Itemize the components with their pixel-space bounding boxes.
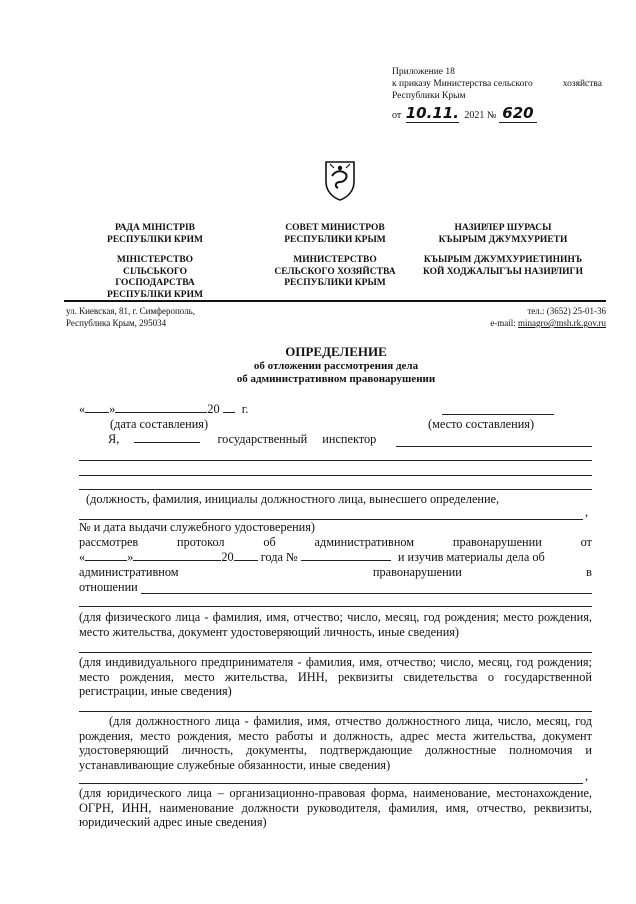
- reviewed-line: рассмотрев протокол об административном правонарушении от: [79, 535, 592, 549]
- physical-person-caption: (для физического лица - фамилия, имя, отчество; число, месяц, год рождения; место рождения, место жительства, документ удостоверяющий личность, иные сведения): [79, 610, 592, 639]
- protocol-year-field[interactable]: [234, 560, 258, 561]
- place-field[interactable]: [442, 414, 554, 415]
- document-title: ОПРЕДЕЛЕНИЕ об отложении рассмотрения дела об административном правонарушении: [236, 344, 436, 385]
- appendix-republic: Республики Крым: [392, 91, 466, 101]
- header-contacts: тел.: (3652) 25-01-36 e-mail: minagro@msh.rk.gov.ru: [490, 306, 606, 328]
- header-divider: [64, 300, 606, 302]
- entrepreneur-caption: (для индивидуального предпринимателя - фамилия, имя, отчество; число, месяц, год рождения; место рождения, место жительства, ИНН, реквизиты свидетельства о государственной регистрации, иные сведения): [79, 655, 592, 698]
- inspector-name-field[interactable]: [134, 442, 200, 443]
- blank-line-3[interactable]: [79, 489, 592, 490]
- order-date-handwritten: 10.11.: [405, 104, 459, 122]
- blank-line-2[interactable]: [79, 475, 592, 476]
- header-left-column: РАДА МІНІСТРІВ РЕСПУБЛІКИ КРИМ МІНІСТЕРСТВО СІЛЬСЬКОГО ГОСПОДАРСТВА РЕСПУБЛІКИ КРИМ: [107, 223, 203, 300]
- date-day-field[interactable]: [85, 412, 109, 413]
- regarding-field-2[interactable]: [79, 606, 592, 607]
- email-link[interactable]: minagro@msh.rk.gov.ru: [518, 318, 606, 328]
- order-number-handwritten: 620: [499, 104, 537, 123]
- date-line: « » 20 г.: [79, 402, 249, 416]
- blank-line-1[interactable]: [79, 460, 592, 461]
- protocol-date-line: « » 20 года № и изучив материалы дела об: [79, 550, 545, 564]
- position-caption: (должность, фамилия, инициалы должностного лица, вынесшего определение,: [86, 492, 500, 506]
- header-center-column: СОВЕТ МИНИСТРОВ РЕСПУБЛИКИ КРЫМ МИНИСТЕРСТВО СЕЛЬСКОГО ХОЗЯЙСТВА РЕСПУБЛИКИ КРЫМ: [274, 223, 396, 288]
- protocol-month-field[interactable]: [133, 560, 221, 561]
- protocol-day-field[interactable]: [85, 560, 127, 561]
- order-date-line: от 10.11. 2021 № 620: [392, 104, 537, 123]
- regarding-field[interactable]: [141, 593, 592, 594]
- header-right-column: НАЗИРЛЕР ШУРАСЫ КЪЫРЫМ ДЖУМХУРИЕТИ КЪЫРЫМ ДЖУМХУРИЕТИНИНЪ КОЙ ХОДЖАЛЫГЪЫ НАЗИРЛИГИ: [422, 223, 583, 277]
- legal-field[interactable]: [79, 783, 583, 784]
- regarding-label: отношении: [79, 580, 138, 594]
- header-address: ул. Киевская, 81, г. Симферополь, Республика Крым, 295034: [66, 306, 196, 328]
- appendix-order-line: к приказу Министерства сельского хозяйства: [392, 79, 602, 89]
- date-year-field[interactable]: [223, 412, 235, 413]
- coat-of-arms-icon: [322, 158, 358, 202]
- appendix-title: Приложение 18: [392, 67, 455, 77]
- certificate-caption: № и дата выдачи служебного удостоверения): [79, 520, 315, 534]
- official-field[interactable]: [79, 711, 592, 712]
- date-caption: (дата составления): [110, 417, 209, 431]
- appendix-block: [392, 66, 602, 102]
- legal-entity-caption: (для юридического лица – организационно-правовая форма, наименование, местонахождение, ОГРН, ИНН, наименование должности руководителя, фамилия, имя, отчество, реквизиты, юридический адрес иные сведения): [79, 786, 592, 829]
- protocol-number-field[interactable]: [301, 560, 391, 561]
- position-comma: ,: [585, 505, 589, 519]
- inspector-line: Я, государственный инспектор: [108, 432, 377, 446]
- inspector-field[interactable]: [396, 446, 592, 447]
- official-caption: (для должностного лица - фамилия, имя, отчество должностного лица, число, месяц, год рождения, место рождения, место работы и должность, адрес места жительства, документ удостоверяющий личность, документы, подтверждающие должностные полномочия и устанавливающие служебные обязанности, иные сведения): [79, 714, 592, 772]
- date-month-field[interactable]: [115, 412, 207, 413]
- legal-comma: ,: [585, 769, 589, 783]
- place-caption: (место составления): [428, 417, 535, 431]
- entrepreneur-field[interactable]: [79, 652, 592, 653]
- admin-line: административном правонарушении в: [79, 565, 592, 579]
